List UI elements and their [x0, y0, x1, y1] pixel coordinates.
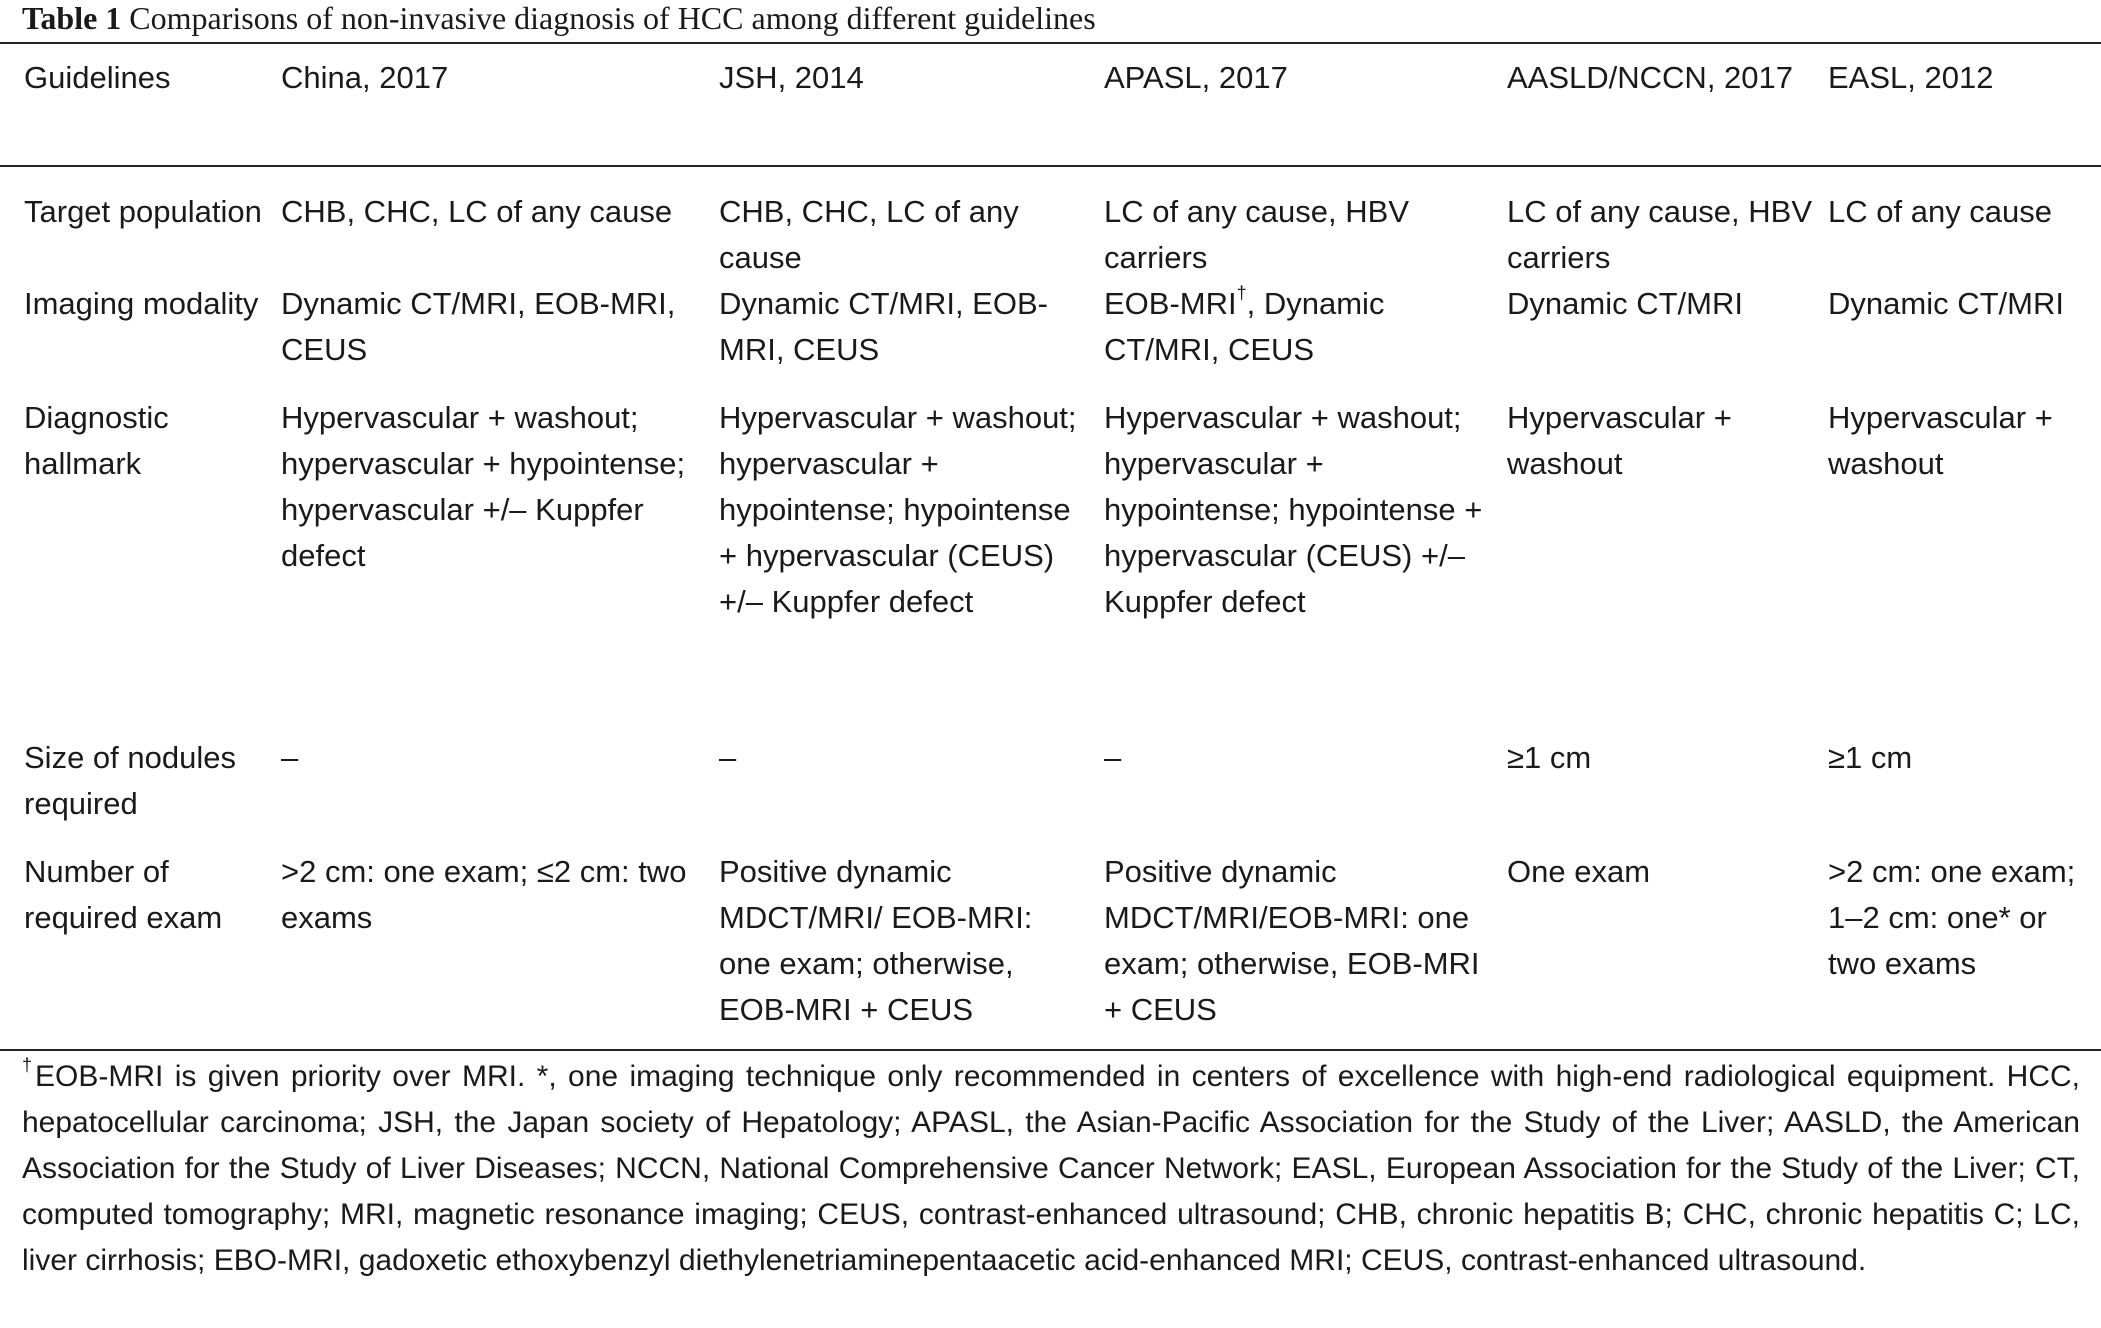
table-label: Table 1 — [22, 0, 122, 36]
row-label: Size of nodules required — [24, 740, 236, 821]
table-footnote — [22, 1054, 2080, 1284]
table-cell: Positive dynamic MDCT/MRI/ EOB-MRI: one exam; otherwise, EOB-MRI + CEUS — [719, 854, 1033, 1027]
header-cell: China, 2017 — [281, 60, 449, 95]
header-cell: JSH, 2014 — [719, 60, 864, 95]
table-title: Comparisons of non-invasive diagnosis of HCC among different guidelines — [129, 0, 1096, 36]
table-cell: Dynamic CT/MRI — [1507, 286, 1743, 321]
row-label: Diagnostic hallmark — [24, 400, 169, 481]
table-cell: CHB, CHC, LC of any cause — [719, 194, 1019, 275]
table-cell: LC of any cause, HBV carriers — [1104, 194, 1409, 275]
row-label: Target population — [24, 194, 262, 229]
header-cell: EASL, 2012 — [1828, 60, 1994, 95]
table-cell: Positive dynamic MDCT/MRI/EOB-MRI: one exam; otherwise, EOB-MRI + CEUS — [1104, 854, 1480, 1027]
table-cell: Dynamic CT/MRI — [1828, 286, 2064, 321]
comparison-table — [0, 46, 2101, 1051]
table-cell: Hypervascular + washout; hypervascular + hypointense; hypervascular +/– Kuppfer defect — [281, 400, 686, 573]
header-row — [0, 46, 2101, 166]
table-cell: – — [281, 740, 299, 775]
table-cell: Hypervascular + washout; hypervascular + hypointense; hypointense + hypervascular (CEUS) +/– Kuppfer defect — [719, 400, 1077, 619]
table-row — [0, 281, 2101, 395]
apasl-imaging-suffix: , Dynamic CT/MRI, CEUS — [1104, 286, 1385, 367]
table-cell: CHB, CHC, LC of any cause — [281, 194, 673, 229]
table-cell: Hypervascular + washout — [1828, 400, 2053, 481]
footnote-text: EOB-MRI is given priority over MRI. *, one imaging technique only recommended in centers of excellence with high-end radiological equipment. HCC, hepatocellular carcinoma; JSH, the Japan society of Hepatology; APASL, the Asian-Pacific Association for the Study of the Liver; AASLD, the American Association for the Study of Liver Diseases; NCCN, National Comprehensive Cancer Network; EASL, European Association for the Study of the Liver; CT, computed tomography; MRI, magnetic resonance imaging; CEUS, contrast-enhanced ultrasound; CHB, chronic hepatitis B; CHC, chronic hepatitis C; LC, liver cirrhosis; EBO-MRI, gadoxetic ethoxybenzyl diethylenetriaminepentaacetic acid-enhanced MRI; CEUS, contrast-enhanced ultrasound. — [22, 1060, 2080, 1277]
table-cell: Hypervascular + washout; hypervascular + hypointense; hypointense + hypervascular (CEUS) +/– Kuppfer defect — [1104, 400, 1483, 619]
table-row — [0, 395, 2101, 735]
table-cell: One exam — [1507, 854, 1651, 889]
table-cell — [1104, 281, 1507, 395]
table-cell: >2 cm: one exam; ≤2 cm: two exams — [281, 854, 687, 935]
row-label: Imaging modality — [24, 286, 259, 321]
apasl-imaging-prefix: EOB-MRI — [1104, 286, 1237, 321]
header-cell: Guidelines — [24, 60, 171, 95]
table-cell: Hypervascular + washout — [1507, 400, 1732, 481]
table-cell: – — [1104, 740, 1122, 775]
table-cell: Dynamic CT/MRI, EOB-MRI, CEUS — [719, 286, 1048, 367]
table-cell: Dynamic CT/MRI, EOB-MRI, CEUS — [281, 286, 676, 367]
table-cell: – — [719, 740, 737, 775]
top-rule — [0, 42, 2101, 44]
table-cell: ≥1 cm — [1507, 740, 1592, 775]
table-cell: LC of any cause — [1828, 194, 2053, 229]
header-cell: APASL, 2017 — [1104, 60, 1288, 95]
table-caption — [22, 0, 2082, 36]
row-label: Number of required exam — [24, 854, 223, 935]
table-cell: ≥1 cm — [1828, 740, 1913, 775]
footnote-dagger: † — [22, 1055, 36, 1075]
header-cell: AASLD/NCCN, 2017 — [1507, 60, 1794, 95]
table-row — [0, 735, 2101, 849]
table-row — [0, 849, 2101, 1050]
table-cell: LC of any cause, HBV carriers — [1507, 194, 1812, 275]
table-row — [0, 166, 2101, 281]
table-cell: >2 cm: one exam; 1–2 cm: one* or two exams — [1828, 854, 2076, 981]
dagger-mark: † — [1236, 282, 1247, 303]
